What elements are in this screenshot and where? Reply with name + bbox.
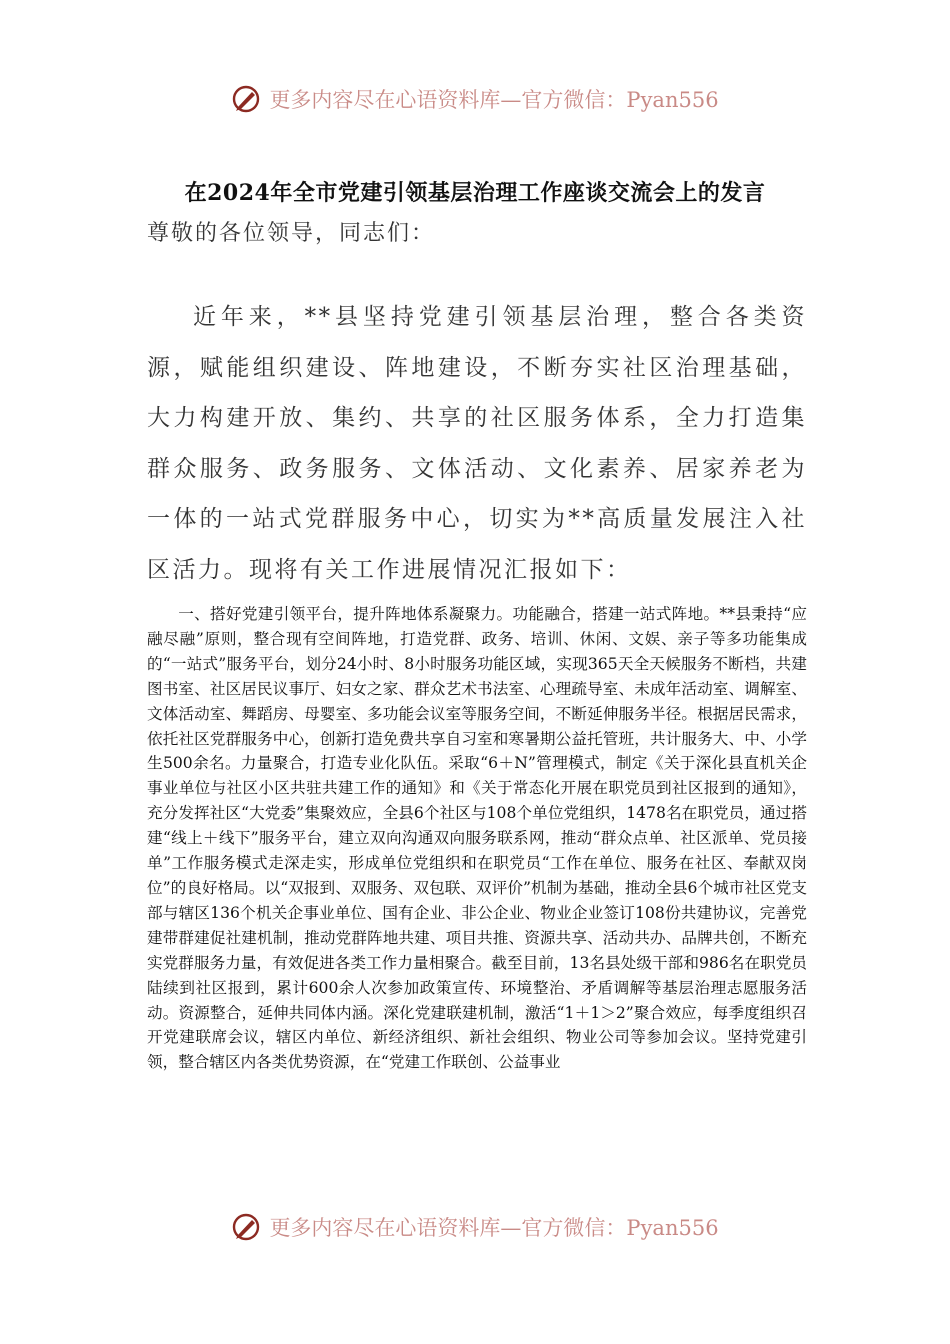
section-1-paragraph: 一、搭好党建引领平台，提升阵地体系凝聚力。功能融合，搭建一站式阵地。**县秉持“应融尽融”原则，整合现有空间阵地，打造党群、政务、培训、休闲、文娱、亲子等多功能集成的“一站式”服务平台，划分24小时、8小时服务功能区域，实现365天全天候服务不断档，共建图书室、社区居民议事厅、妇女之家、群众艺术书法室、心理疏导室、未成年活动室、调解室、文体活动室、舞蹈房、母婴室、多功能会议室等服务空间，不断延伸服务半径。根据居民需求，依托社区党群服务中心，创新打造免费共享自习室和寒暑期公益托管班，共计服务大、中、小学生500余名。力量聚合，打造专业化队伍。采取“6＋N”管理模式，制定《关于深化县直机关企事业单位与社区小区共驻共建工作的通知》和《关于常态化开展在职党员到社区报到的通知》，充分发挥社区“大党委”集聚效应，全县6个社区与108个单位党组织，1478名在职党员，通过搭建“线上＋线下”服务平台，建立双向沟通双向服务联系网，推动“群众点单、社区派单、党员接单”工作服务模式走深走实，形成单位党组织和在职党员“工作在单位、服务在社区、奉献双岗位”的良好格局。以“双报到、双服务、双包联、双评价”机制为基础，推动全县6个城市社区党支部与辖区136个机关企事业单位、国有企业、非公企业、物业企业签订108份共建协议，完善党建带群建促社建机制，推动党群阵地共建、项目共推、资源共享、活动共办、品牌共创，不断充实党群服务力量，有效促进各类工作力量相聚合。截至目前，13名县处级干部和986名在职党员陆续到社区报到，累计600余人次参加政策宣传、环境整治、矛盾调解等基层治理志愿服务活动。资源整合，延伸共同体内涵。深化党建联建机制，激活“1＋1＞2”聚合效应，每季度组织召开党建联席会议，辖区内单位、新经济组织、新社会组织、物业公司等参加会议。坚持党建引领，整合辖区内各类优势资源，在“党建工作联创、公益事业 [147,605,807,1072]
intro-paragraph: 近年来，**县坚持党建引领基层治理，整合各类资源，赋能组织建设、阵地建设，不断夯实社区治理基础，大力构建开放、集约、共享的社区服务体系，全力打造集群众服务、政务服务、文体活动、文化素养、居家养老为一体的一站式党群服务中心，切实为**高质量发展注入社区活力。现将有关工作进展情况汇报如下： [147,304,807,583]
watermark-bottom [0,1212,950,1242]
watermark-text: 更多内容尽在心语资料库—官方微信：Pyan556 [269,1216,719,1240]
pen-logo-icon [231,84,261,114]
greeting: 尊敬的各位领导，同志们： [147,221,436,246]
pen-logo-icon [231,1212,261,1242]
document-title: 在2024年全市党建引领基层治理工作座谈交流会上的发言 [184,180,766,206]
watermark-text: 更多内容尽在心语资料库—官方微信：Pyan556 [269,88,719,112]
watermark-top [0,84,950,114]
